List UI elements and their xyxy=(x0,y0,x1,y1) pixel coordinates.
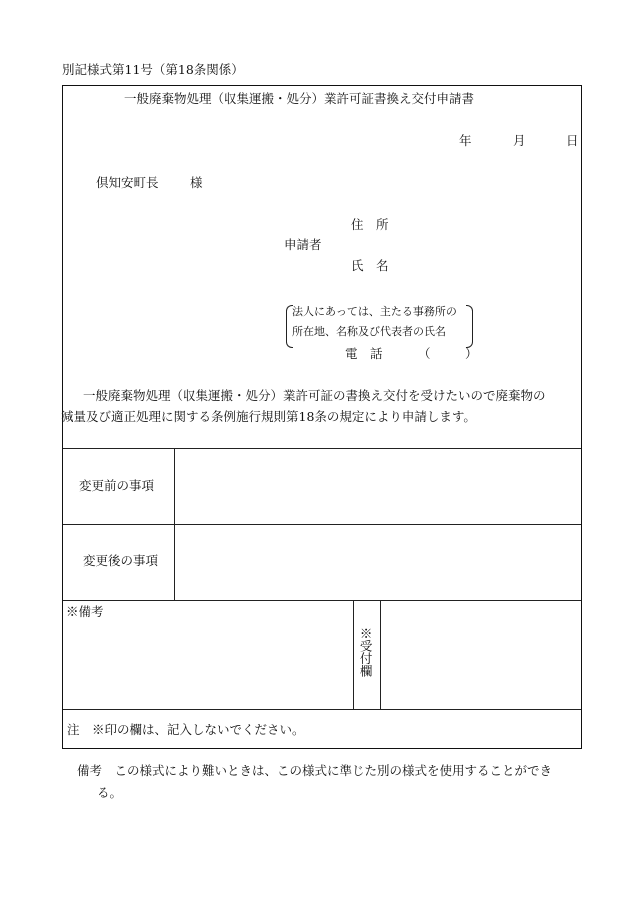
addressee-name: 倶知安町長 xyxy=(96,175,159,190)
note-text: 注 ※印の欄は、記入しないでください。 xyxy=(67,722,305,737)
date-month[interactable]: 月 xyxy=(513,133,526,148)
reception-field[interactable] xyxy=(381,601,579,708)
phone-paren-open: （ xyxy=(418,346,431,361)
remarks-field[interactable] xyxy=(64,601,352,708)
divider-note xyxy=(63,709,581,710)
before-field[interactable] xyxy=(175,449,579,523)
after-label: 変更後の事項 xyxy=(83,553,159,568)
applicant-name-label: 氏 名 xyxy=(351,258,389,273)
applicant-phone-label: 電 話 xyxy=(345,346,383,361)
form-title: 一般廃棄物処理（収集運搬・処分）業許可証書換え交付申請書 xyxy=(124,91,475,106)
addressee-honorific: 様 xyxy=(190,175,203,190)
footer-line2: る。 xyxy=(97,785,123,800)
before-label: 変更前の事項 xyxy=(79,478,155,493)
reception-label: ※受付欄 xyxy=(358,627,374,677)
applicant-address-label: 住 所 xyxy=(351,217,389,232)
reception-divider-left xyxy=(353,600,354,709)
form-label: 別記様式第11号（第18条関係） xyxy=(62,62,244,77)
statement-line1: 一般廃棄物処理（収集運搬・処分）業許可証の書換え交付を受けたいので廃棄物の xyxy=(83,388,546,403)
applicant-label: 申請者 xyxy=(284,237,322,252)
remarks-label: ※備考 xyxy=(66,604,104,619)
phone-paren-close: ） xyxy=(465,346,478,361)
corp-note-line1: 法人にあっては、主たる事務所の xyxy=(292,305,457,318)
date-day[interactable]: 日 xyxy=(566,133,579,148)
statement-line2: 減量及び適正処理に関する条例施行規則第18条の規定により申請します。 xyxy=(61,409,476,424)
corp-note-line2: 所在地、名称及び代表者の氏名 xyxy=(292,325,446,338)
date-year[interactable]: 年 xyxy=(459,133,472,148)
footer-line1: 備考 この様式により難いときは、この様式に準じた別の様式を使用することができ xyxy=(77,763,553,778)
corp-note-bracket-right xyxy=(466,305,473,348)
after-field[interactable] xyxy=(175,525,579,599)
application-form-frame xyxy=(62,85,582,749)
